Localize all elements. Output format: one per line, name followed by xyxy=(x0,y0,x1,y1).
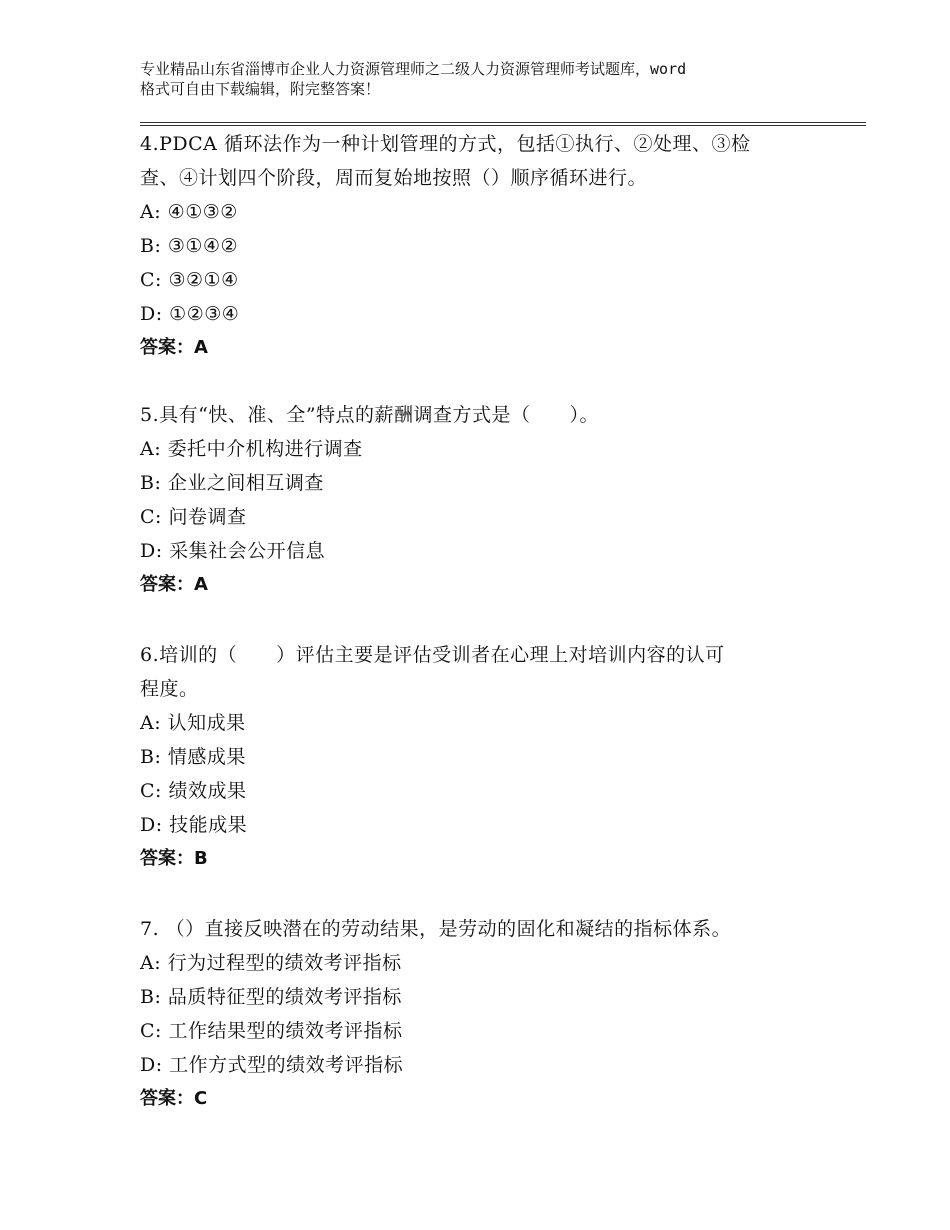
question-7 xyxy=(140,912,840,1116)
question-text-line: 4.PDCA 循环法作为一种计划管理的方式，包括①执行、②处理、③检 xyxy=(140,133,751,155)
option-d: D: 工作方式型的绩效考评指标 xyxy=(140,1054,404,1076)
question-5 xyxy=(140,398,840,602)
header-line-2: 格式可自由下载编辑，附完整答案！ xyxy=(140,80,381,98)
header-line-1: 专业精品山东省淄博市企业人力资源管理师之二级人力资源管理师考试题库，word xyxy=(140,60,687,78)
option-a: A: 认知成果 xyxy=(140,712,246,734)
question-text-line: 6.培训的（ ）评估主要是评估受训者在心理上对培训内容的认可 xyxy=(140,644,725,666)
option-a: A: ④①③② xyxy=(140,201,238,223)
option-c: C: 工作结果型的绩效考评指标 xyxy=(140,1020,403,1042)
question-text-line: 程度。 xyxy=(140,678,199,700)
answer: 答案：C xyxy=(140,1088,208,1109)
question-4 xyxy=(140,127,840,365)
question-6 xyxy=(140,638,840,876)
option-d: D: ①②③④ xyxy=(140,303,240,325)
option-b: B: 企业之间相互调查 xyxy=(140,472,324,494)
option-b: B: 情感成果 xyxy=(140,746,246,768)
question-text-line: 5.具有“快、准、全”特点的薪酬调查方式是（ ）。 xyxy=(140,404,600,426)
header-divider-top xyxy=(140,122,866,123)
option-c: C: 问卷调查 xyxy=(140,506,247,528)
option-a: A: 行为过程型的绩效考评指标 xyxy=(140,952,402,974)
question-text-line: 7. （）直接反映潜在的劳动结果，是劳动的固化和凝结的指标体系。 xyxy=(140,918,732,940)
option-a: A: 委托中介机构进行调查 xyxy=(140,438,363,460)
document-header xyxy=(140,59,830,99)
option-d: D: 技能成果 xyxy=(140,814,248,836)
option-c: C: ③②①④ xyxy=(140,269,239,291)
option-b: B: ③①④② xyxy=(140,235,239,257)
option-b: B: 品质特征型的绩效考评指标 xyxy=(140,986,402,1008)
question-text-line: 查、④计划四个阶段，周而复始地按照（）顺序循环进行。 xyxy=(140,167,648,189)
answer: 答案：B xyxy=(140,848,208,869)
option-d: D: 采集社会公开信息 xyxy=(140,540,326,562)
header-divider-bottom xyxy=(140,125,866,126)
option-c: C: 绩效成果 xyxy=(140,780,247,802)
answer: 答案：A xyxy=(140,574,208,595)
answer: 答案：A xyxy=(140,337,208,358)
